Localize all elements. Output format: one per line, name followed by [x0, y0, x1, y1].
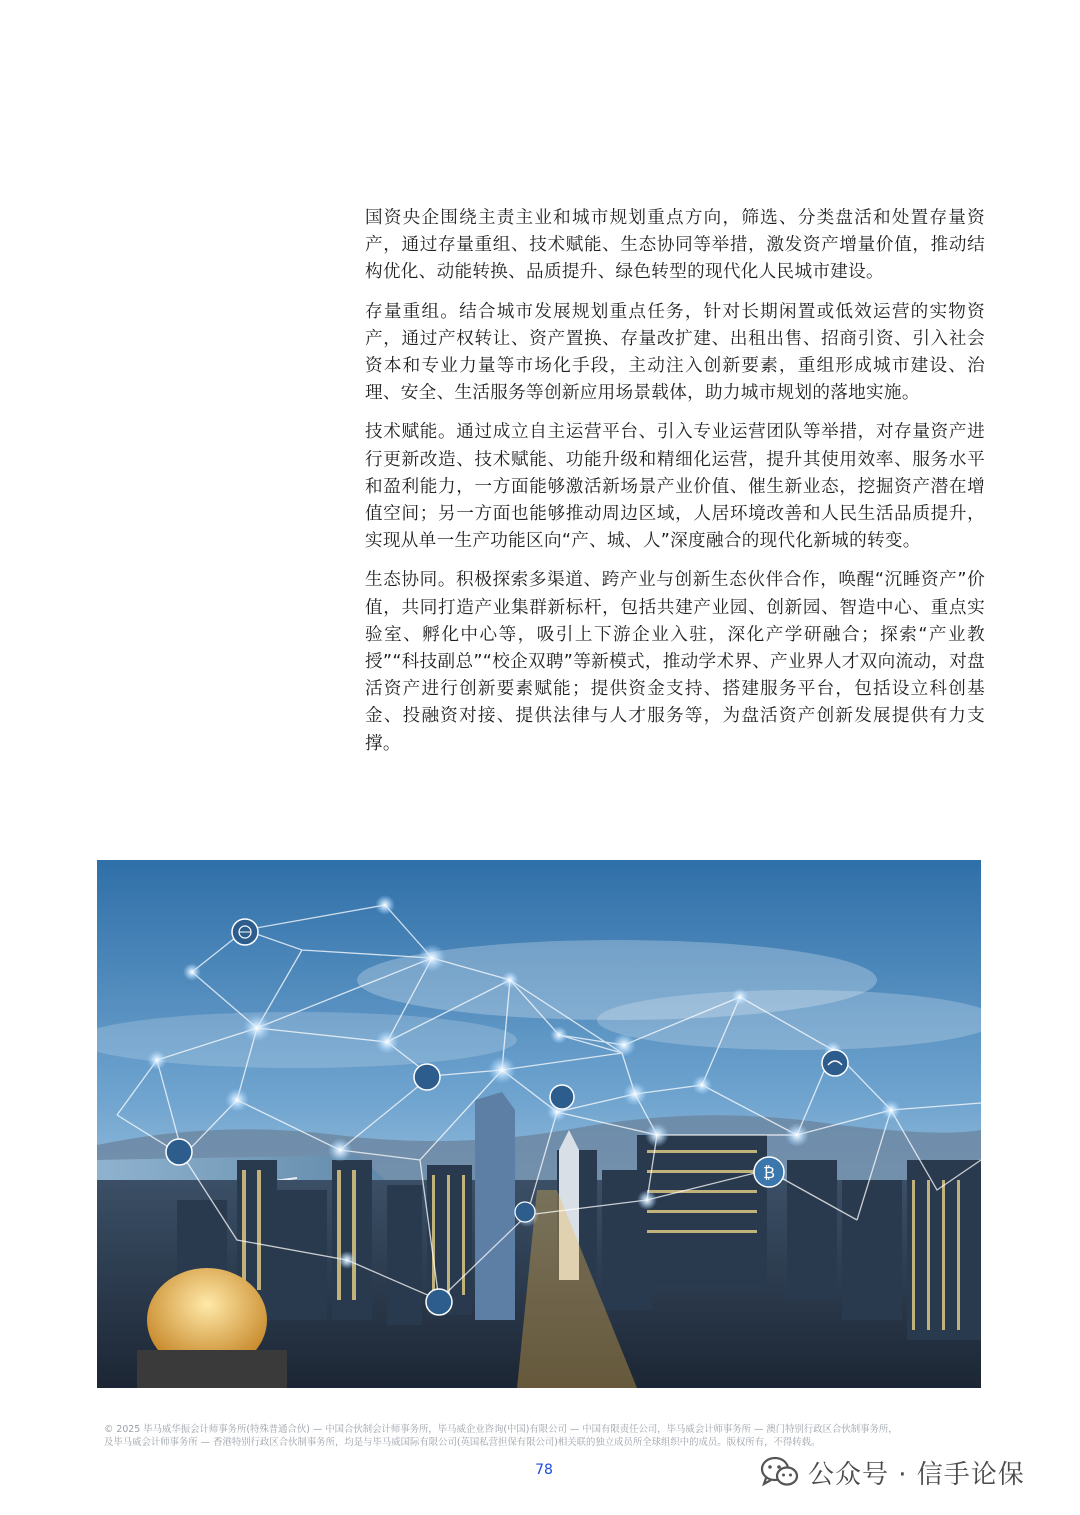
article-body [365, 205, 985, 770]
copyright-line-2: 及毕马威会计师事务所 — 香港特别行政区合伙制事务所，均是与毕马威国际有限公司(英国私营担保有限公司)相关联的独立成员所全球组织中的成员。版权所有，不得转载。 [104, 1436, 821, 1448]
wechat-icon [760, 1456, 800, 1488]
copyright-notice [104, 1424, 984, 1449]
paragraph-intro: 国资央企围绕主责主业和城市规划重点方向，筛选、分类盘活和处置存量资产，通过存量重组、技术赋能、生态协同等举措，激发资产增量价值，推动结构优化、动能转换、品质提升、绿色转型的现代化人民城市建设。 [365, 208, 985, 283]
paragraph-tech-empowerment: 技术赋能。通过成立自主运营平台、引入专业运营团队等举措，对存量资产进行更新改造、技术赋能、功能升级和精细化运营，提升其使用效率、服务水平和盈利能力，一方面能够激活新场景产业价值、催生新业态，挖掘资产潜在增值空间；另一方面也能够推动周边区域，人居环境改善和人民生活品质提升，实现从单一生产功能区向“产、城、人”深度融合的现代化新城的转变。 [365, 422, 985, 552]
wechat-watermark [760, 1452, 1025, 1492]
page-number: 78 [535, 1462, 553, 1478]
watermark-text: 公众号 · 信手论保 [808, 1459, 1025, 1490]
svg-text:₿: ₿ [763, 1163, 775, 1182]
copyright-line-1: © 2025 毕马威华振会计师事务所(特殊普通合伙) — 中国合伙制会计师事务所，毕马威企业咨询(中国)有限公司 — 中国有限责任公司，毕马威会计师事务所 — 澳门特别行政区合伙制事务所， [104, 1424, 898, 1435]
paragraph-stock-restructuring: 存量重组。结合城市发展规划重点任务，针对长期闲置或低效运营的实物资产，通过产权转让、资产置换、存量改扩建、出租出售、招商引资、引入社会资本和专业力量等市场化手段，主动注入创新要素，重组形成城市建设、治理、安全、生活服务等创新应用场景载体，助力城市规划的落地实施。 [365, 301, 985, 404]
smart-city-photo [97, 860, 981, 1388]
paragraph-ecosystem-synergy: 生态协同。积极探索多渠道、跨产业与创新生态伙伴合作，唤醒“沉睡资产”价值，共同打造产业集群新标杆，包括共建产业园、创新园、智造中心、重点实验室、孵化中心等，吸引上下游企业入驻，深化产学研融合；探索“产业教授”“科技副总”“校企双聘”等新模式，推动学术界、产业界人才双向流动，对盘活资产进行创新要素赋能；提供资金支持、搭建服务平台，包括设立科创基金、投融资对接、提供法律与人才服务等，为盘活资产创新发展提供有力支撑。 [365, 570, 985, 754]
